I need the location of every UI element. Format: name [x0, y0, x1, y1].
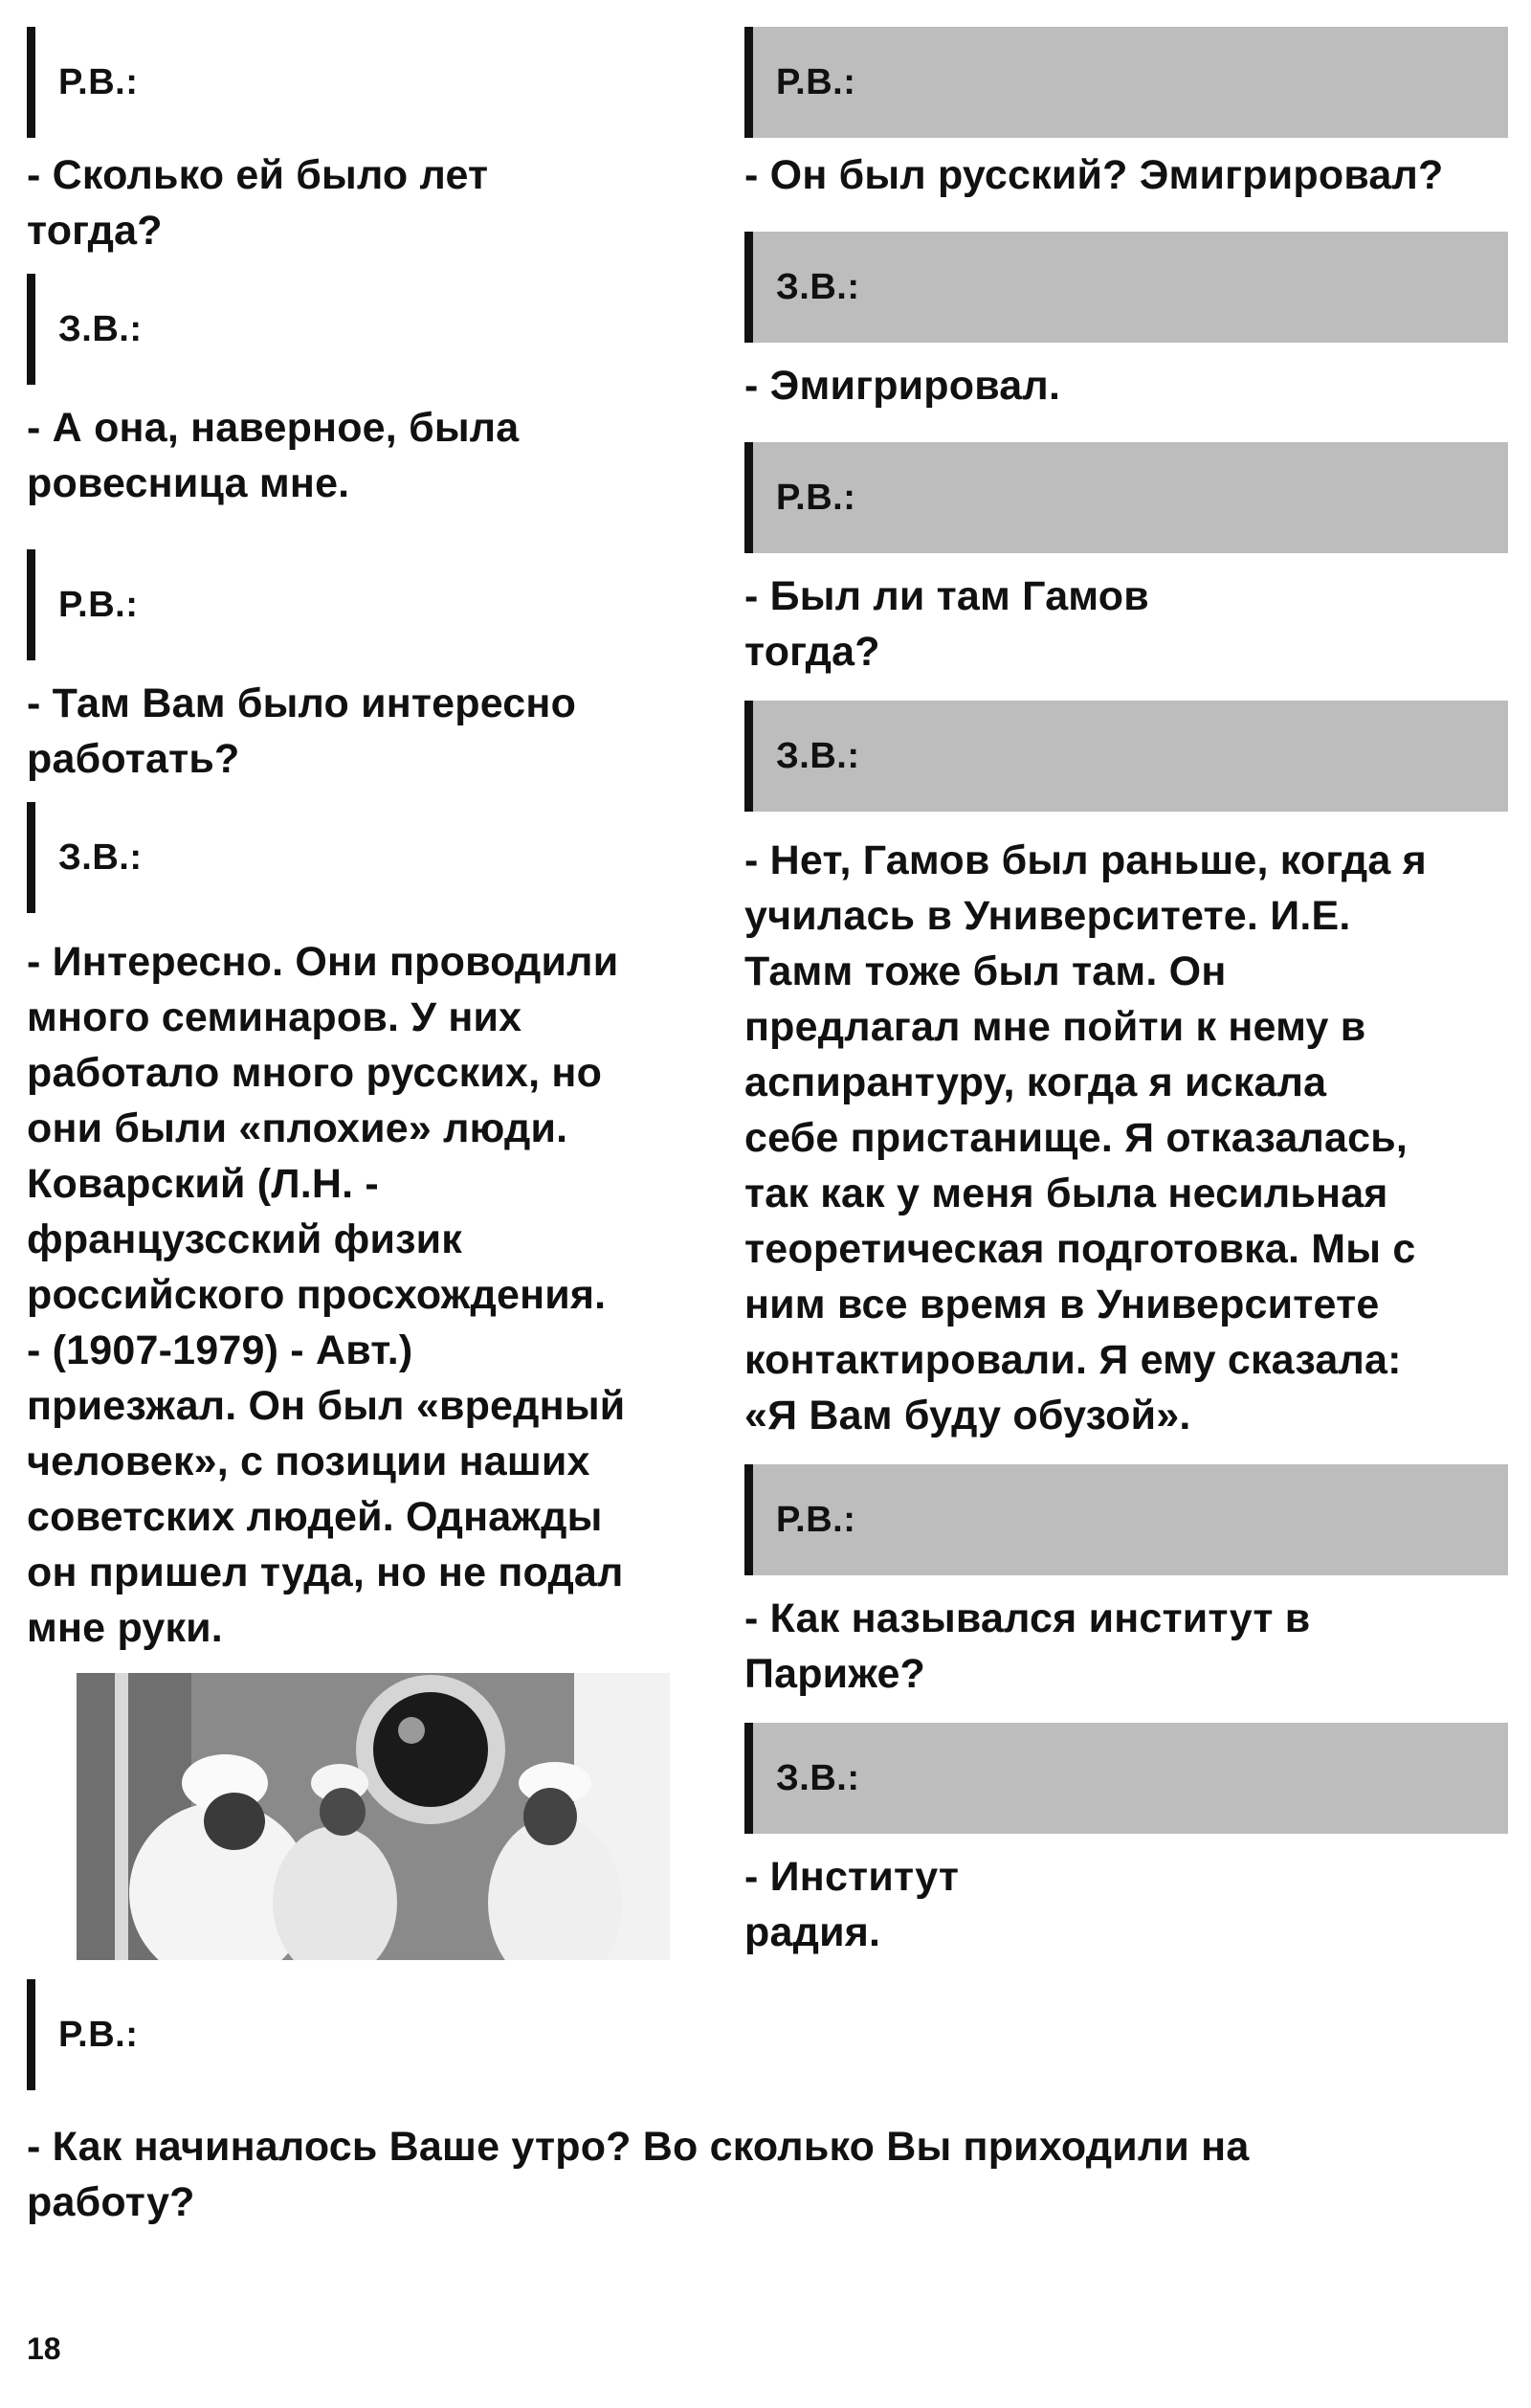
speaker-label: З.В.: [744, 232, 1508, 343]
speaker-label: Р.В.: [27, 549, 697, 660]
utterance: - Институт радия. [744, 1854, 960, 1955]
speaker-bar [27, 802, 35, 913]
porthole-reflection [398, 1717, 425, 1744]
porthole-window [373, 1692, 488, 1807]
speaker-label: Р.В.: [27, 27, 697, 138]
speaker-bar [744, 27, 753, 138]
utterance: - Нет, Гамов был раньше, когда я училась в Университете. И.Е. Тамм тоже был там. Он предлагал мне пойти к нему в аспирантуру, когда я искала себе пристанище. Я отказалась, так как у меня была несильная теоретическая подготовка. Мы с ним все время в Университете контактировали. Я ему сказала: «Я Вам буду обузой». [744, 837, 1427, 1438]
left-column [27, 27, 697, 1656]
bottom-section [27, 1979, 1500, 2230]
speaker-label: З.В.: [27, 802, 697, 913]
speaker-label: З.В.: [744, 701, 1508, 812]
utterance: - Сколько ей было лет тогда? [27, 152, 489, 254]
speaker-bar [27, 549, 35, 660]
photo-pipe [115, 1673, 128, 1960]
speaker-bar [744, 1464, 753, 1575]
utterance: - А она, наверное, была ровесница мне. [27, 405, 520, 506]
utterance: - Был ли там Гамов тогда? [744, 573, 1149, 675]
speaker-label: З.В.: [744, 1723, 1508, 1834]
utterance: - Как назывался институт в Париже? [744, 1595, 1311, 1697]
person-center-face [320, 1788, 366, 1836]
lab-photo [77, 1673, 670, 1960]
speaker-bar [27, 274, 35, 385]
speaker-bar [27, 27, 35, 138]
speaker-bar [744, 701, 753, 812]
right-column [744, 27, 1508, 1960]
person-right-face [523, 1788, 577, 1845]
utterance: - Как начиналось Ваше утро? Во сколько Вы приходили на работу? [27, 2124, 1250, 2225]
utterance: - Там Вам было интересно работать? [27, 680, 577, 782]
speaker-label: З.В.: [27, 274, 697, 385]
utterance: - Он был русский? Эмигрировал? [744, 152, 1444, 198]
speaker-bar [27, 1979, 35, 2090]
speaker-label: Р.В.: [27, 1979, 1500, 2090]
speaker-bar [744, 232, 753, 343]
page-number: 18 [27, 2331, 61, 2366]
utterance: - Эмигрировал. [744, 363, 1061, 409]
speaker-label: Р.В.: [744, 27, 1508, 138]
speaker-label: Р.В.: [744, 1464, 1508, 1575]
speaker-bar [744, 1723, 753, 1834]
person-left-face [204, 1793, 265, 1850]
utterance: - Интересно. Они проводили много семинаров. У них работало много русских, но они были «плохие» люди. Коварский (Л.Н. - французсский физик российского просхождения. - (1907-1979) - Авт.) приезжал. Он был «вредный человек», с позиции наших советских людей. Однажды он пришел туда, но не подал мне руки. [27, 939, 626, 1651]
speaker-bar [744, 442, 753, 553]
speaker-label: Р.В.: [744, 442, 1508, 553]
